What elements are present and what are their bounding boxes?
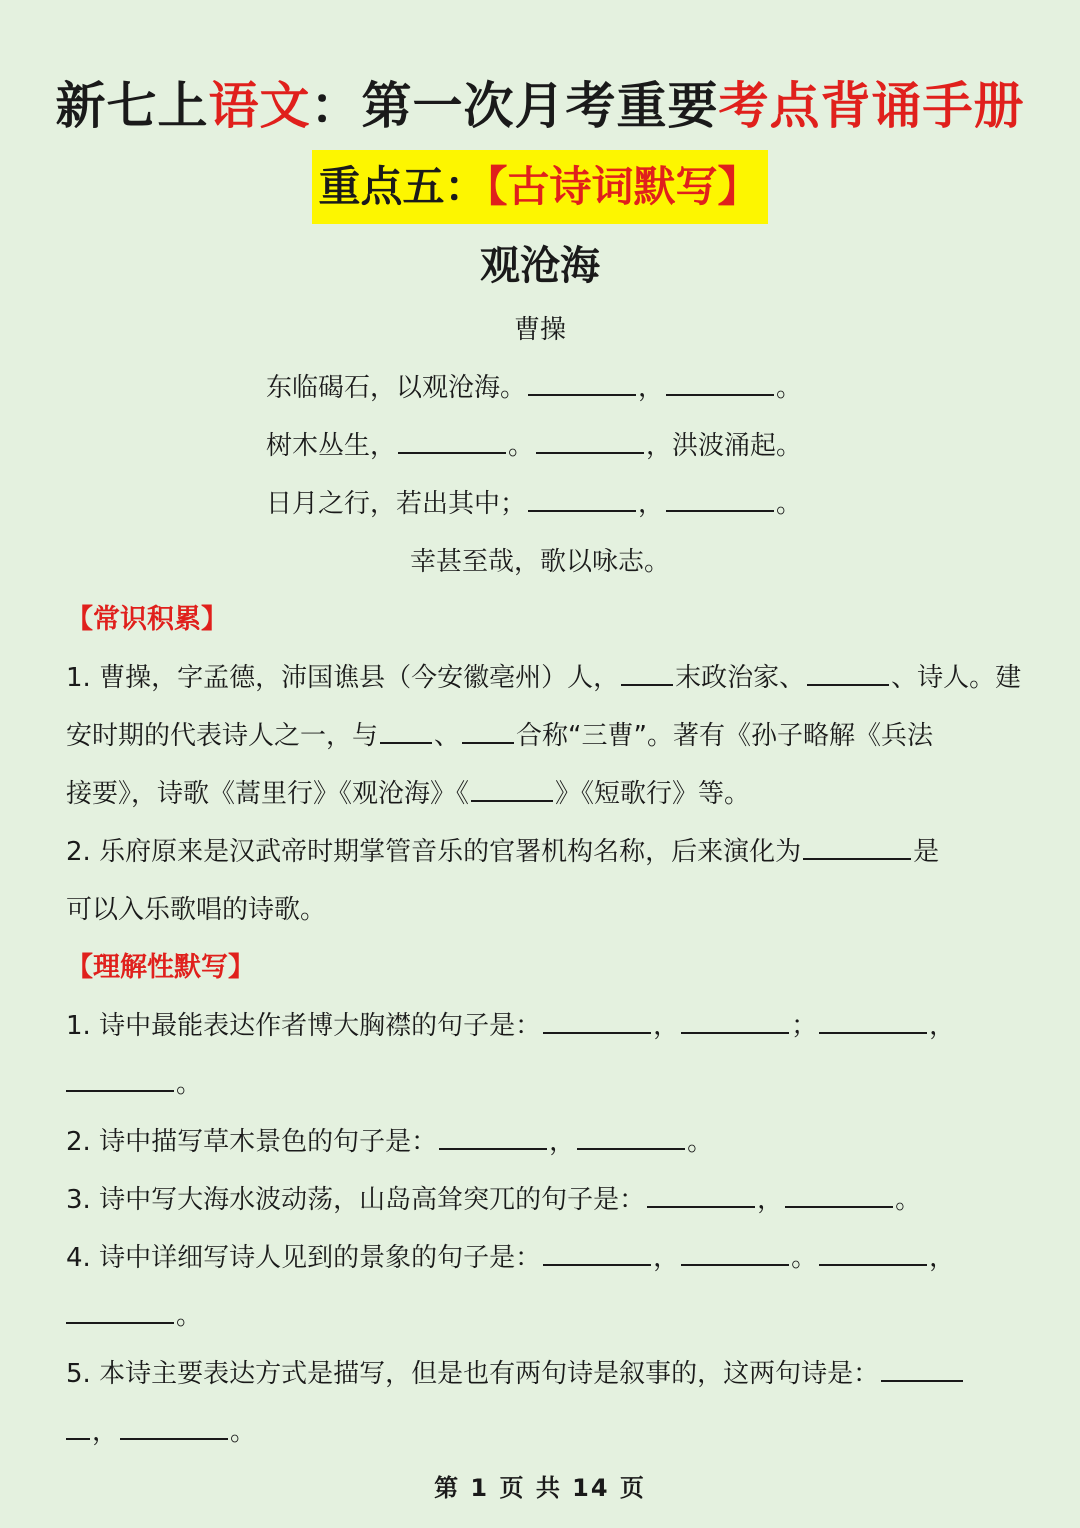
q-text: 1. 曹操，字孟德，沛国谯县（今安徽亳州）人，	[66, 663, 620, 693]
knowledge-q2-line-1	[66, 832, 939, 872]
punct: ，	[929, 1011, 956, 1041]
punct: ，	[929, 1243, 956, 1273]
q-text: 2. 乐府原来是汉武帝时期掌管音乐的官署机构名称，后来演化为	[66, 837, 802, 867]
punct: ，	[646, 431, 673, 461]
poem-line-4: 幸甚至哉，歌以咏志。	[409, 547, 670, 577]
q-text: 5. 本诗主要表达方式是描写，但是也有两句诗是叙事的，这两句诗是：	[66, 1359, 880, 1389]
fill-blank[interactable]	[66, 1064, 174, 1092]
section-banner-wrap	[0, 150, 1080, 224]
fill-blank[interactable]	[819, 1006, 927, 1034]
dictation-q2	[66, 1122, 713, 1162]
punct: ，	[653, 1243, 680, 1273]
fill-blank[interactable]	[681, 1006, 789, 1034]
punct: 。	[895, 1185, 922, 1215]
title-part-4: 考点背诵手册	[718, 77, 1025, 135]
poem-line-2	[266, 426, 802, 466]
punct: ，	[92, 1417, 119, 1447]
knowledge-q1-line-1	[66, 658, 1021, 698]
q-text: 末政治家、	[675, 663, 806, 693]
poem-line-3	[266, 484, 802, 524]
poem-text: 树木丛生，	[266, 431, 397, 461]
punct: ，	[638, 373, 665, 403]
punct: 。	[176, 1069, 203, 1099]
knowledge-q2-line-2: 可以入乐歌唱的诗歌。	[66, 895, 327, 925]
knowledge-q1-line-2	[66, 716, 933, 756]
poem-text: 东临碣石，以观沧海。	[266, 373, 527, 403]
q-text: 2. 诗中描写草木景色的句子是：	[66, 1127, 438, 1157]
punct: 。	[176, 1301, 203, 1331]
q-text: 1. 诗中最能表达作者博大胸襟的句子是：	[66, 1011, 542, 1041]
fill-blank[interactable]	[666, 484, 774, 512]
poem-text: 洪波涌起。	[672, 431, 803, 461]
q-text: 3. 诗中写大海水波动荡，山岛高耸突兀的句子是：	[66, 1185, 646, 1215]
punct: 。	[687, 1127, 714, 1157]
fill-blank[interactable]	[881, 1354, 963, 1382]
fill-blank[interactable]	[807, 658, 889, 686]
punct: 。	[776, 373, 803, 403]
fill-blank[interactable]	[462, 716, 514, 744]
fill-blank[interactable]	[621, 658, 673, 686]
fill-blank[interactable]	[543, 1006, 651, 1034]
dictation-q1-line-2	[66, 1064, 202, 1104]
fill-blank[interactable]	[785, 1180, 893, 1208]
punct: ；	[791, 1011, 818, 1041]
q-text: 》《短歌行》等。	[555, 779, 751, 809]
punct: 。	[776, 489, 803, 519]
knowledge-q1-line-3	[66, 774, 750, 814]
dictation-q4-line-1	[66, 1238, 955, 1278]
punct: 。	[791, 1243, 818, 1273]
poem-title: 观沧海	[480, 243, 600, 289]
page-footer: 第 1 页 共 14 页	[434, 1474, 646, 1502]
title-part-3: ：第一次月考重要	[310, 77, 719, 135]
poem-author: 曹操	[513, 315, 566, 345]
banner-prefix: 重点五：	[318, 162, 487, 211]
q-text: 安时期的代表诗人之一，与	[66, 721, 379, 751]
dictation-q5-line-2	[66, 1412, 256, 1452]
fill-blank[interactable]	[803, 832, 911, 860]
q-text: 合称“三曹”。著有《孙子略解《兵法	[516, 721, 933, 751]
fill-blank[interactable]	[120, 1412, 228, 1440]
fill-blank[interactable]	[681, 1238, 789, 1266]
punct: ，	[638, 489, 665, 519]
punct: ，	[549, 1127, 576, 1157]
fill-blank[interactable]	[666, 368, 774, 396]
page-title	[0, 74, 1080, 138]
fill-blank[interactable]	[66, 1412, 90, 1440]
punct: ，	[757, 1185, 784, 1215]
poem-line-1	[266, 368, 802, 408]
section-banner	[312, 150, 767, 224]
fill-blank[interactable]	[66, 1296, 174, 1324]
dictation-q5-line-1	[66, 1354, 965, 1394]
punct: 。	[230, 1417, 257, 1447]
fill-blank[interactable]	[577, 1122, 685, 1150]
punct: ，	[653, 1011, 680, 1041]
fill-blank[interactable]	[398, 426, 506, 454]
q-text: 、	[434, 721, 461, 751]
fill-blank[interactable]	[647, 1180, 755, 1208]
poem-text: 日月之行，若出其中；	[266, 489, 527, 519]
dictation-heading: 【理解性默写】	[66, 952, 255, 983]
q-text: 、诗人。建	[891, 663, 1022, 693]
fill-blank[interactable]	[819, 1238, 927, 1266]
fill-blank[interactable]	[439, 1122, 547, 1150]
fill-blank[interactable]	[380, 716, 432, 744]
dictation-q1-line-1	[66, 1006, 955, 1046]
q-text: 是	[913, 837, 940, 867]
dictation-q3	[66, 1180, 921, 1220]
punct: 。	[508, 431, 535, 461]
fill-blank[interactable]	[528, 484, 636, 512]
q-text: 4. 诗中详细写诗人见到的景象的句子是：	[66, 1243, 542, 1273]
fill-blank[interactable]	[471, 774, 553, 802]
fill-blank[interactable]	[536, 426, 644, 454]
knowledge-heading: 【常识积累】	[66, 604, 228, 635]
fill-blank[interactable]	[543, 1238, 651, 1266]
title-part-2: 语文	[208, 77, 311, 135]
banner-highlight: 【古诗词默写】	[486, 162, 760, 211]
q-text: 接要》，诗歌《蒿里行》《观沧海》《	[66, 779, 470, 809]
dictation-q4-line-2	[66, 1296, 202, 1336]
title-part-1: 新七上	[55, 77, 209, 135]
fill-blank[interactable]	[528, 368, 636, 396]
